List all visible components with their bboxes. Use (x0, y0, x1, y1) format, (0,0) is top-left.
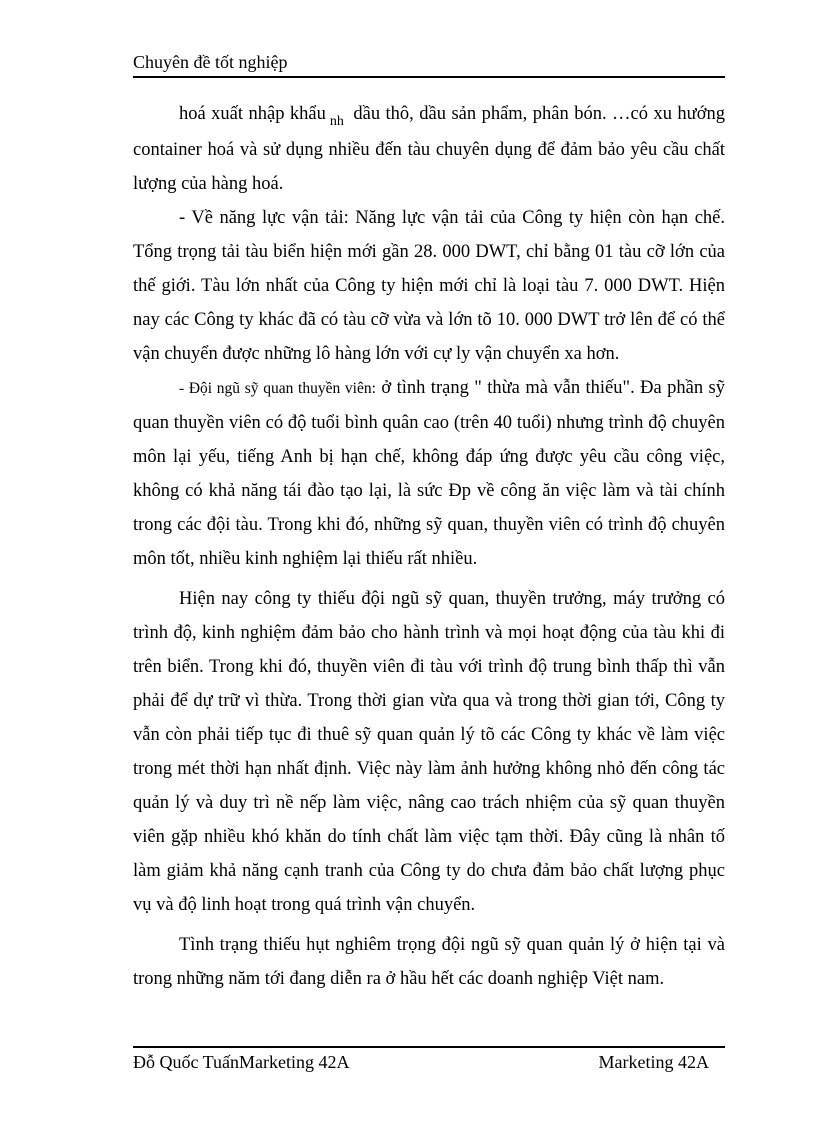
footer-rule (133, 1046, 725, 1048)
paragraph-3 (133, 371, 725, 576)
paragraph-3-rest: ở tình trạng " thừa mà vẫn thiếu". Đa phần sỹ quan thuyền viên có độ tuổi bình quân cao (trên 40 tuổi) nhưng trình độ chuyên môn lại yếu, tiếng Anh bị hạn chế, không đáp ứng được yêu cầu công việc, không có khả năng tái đào tạo lại, là sức Đp về công ăn việc làm và tài chính trong các đội tàu. Trong khi đó, những sỹ quan, thuyền viên có trình độ chuyên môn tốt, nhiều kinh nghiệm lại thiếu rất nhiều. (133, 378, 725, 569)
paragraph-1 (133, 97, 725, 201)
paragraph-4: Hiện nay công ty thiếu đội ngũ sỹ quan, thuyền trưởng, máy trưởng có trình độ, kinh nghiệm đảm bảo cho hành trình và mọi hoạt động của tàu khi đi trên biển. Trong khi đó, thuyền viên đi tàu với trình độ trung bình thấp thì vẫn phải để dự trữ vì thừa. Trong thời gian vừa qua và trong thời gian tới, Công ty vẫn còn phải tiếp tục đi thuê sỹ quan quản lý tõ các Công ty khác về làm việc trong mét thời hạn nhất định. Việc này làm ảnh hưởng không nhỏ đến công tác quản lý và duy trì nề nếp làm việc, nâng cao trách nhiệm của sỹ quan thuyền viên gặp nhiều khó khăn do tính chất làm việc tạm thời. Đây cũng là nhân tố làm giảm khả năng cạnh tranh của Công ty do chưa đảm bảo chất lượng phục vụ và độ linh hoạt trong quá trình vận chuyển. (133, 589, 725, 915)
paragraph-2: - Về năng lực vận tải: Năng lực vận tải của Công ty hiện còn hạn chế. Tổng trọng tải tàu biển hiện mới gần 28. 000 DWT, chỉ bằng 01 tàu cỡ lớn của thế giới. Tàu lớn nhất của Công ty hiện mới chỉ là loại tàu 7. 000 DWT. Hiện nay các Công ty khác đã có tàu cỡ vừa và lớn tõ 10. 000 DWT trở lên để có thể vận chuyển được những lô hàng lớn với cự ly vận chuyển xa hơn. (133, 208, 725, 364)
header-rule (133, 76, 725, 78)
header-title: Chuyên đề tốt nghiệp (133, 52, 288, 72)
body-text (133, 97, 725, 996)
footer-author: Đỗ Quốc TuấnMarketing 42A (133, 1052, 350, 1072)
paragraph-5: Tình trạng thiếu hụt nghiêm trọng đội ngũ sỹ quan quản lý ở hiện tại và trong những năm tới đang diễn ra ở hầu hết các doanh nghiệp Việt nam. (133, 935, 725, 989)
paragraph-1-rest: dầu thô, dầu sản phẩm, phân bón. …có xu hướng container hoá và sử dụng nhiều đến tàu chuyên dụng để đảm bảo yêu cầu chất lượng của hàng hoá. (133, 104, 725, 194)
paragraph-3-lead: - Đội ngũ sỹ quan thuyền viên: (179, 380, 376, 397)
footer-class: Marketing 42A (598, 1052, 709, 1072)
paragraph-1-subscript: nh (329, 114, 344, 129)
page-header (133, 50, 725, 74)
paragraph-1-start: hoá xuất nhập khẩu (179, 104, 326, 124)
